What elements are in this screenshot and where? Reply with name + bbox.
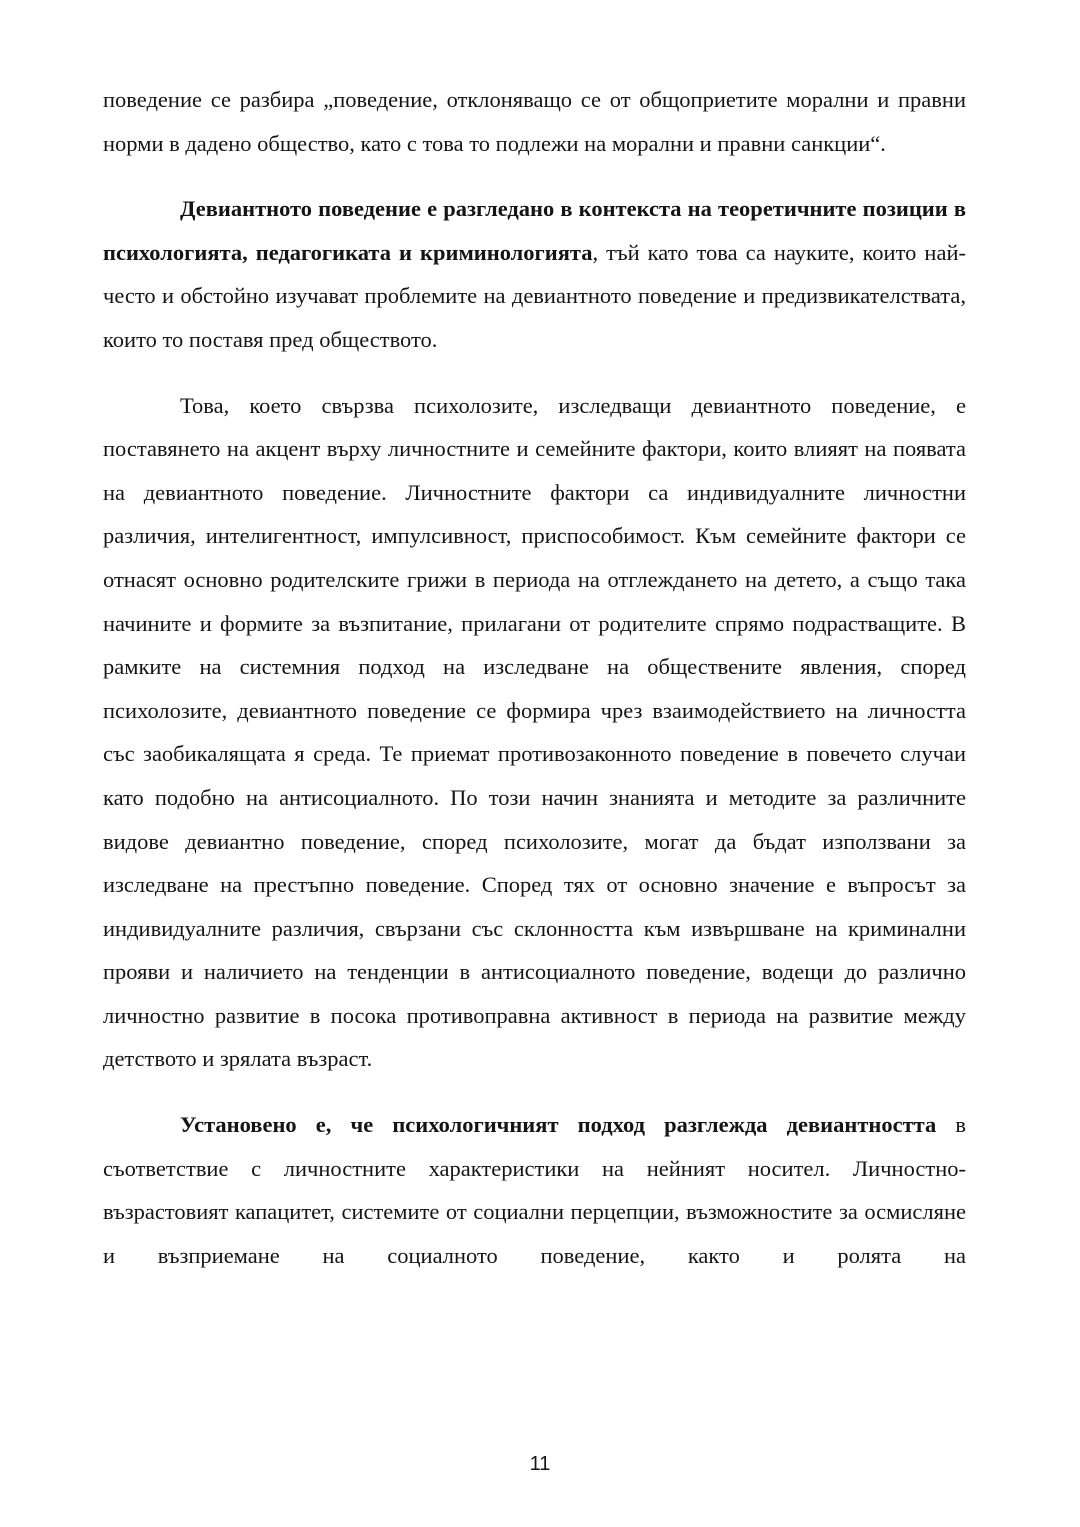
paragraph-text: в съответствие с личностните характеристики на нейният носител. Личностно-възрастовият капацитет, системите от социални перцепции, възможностите за осмисляне и възприемане на социалното поведение, както и ролята на — [103, 1112, 967, 1268]
body-text — [103, 78, 966, 1277]
paragraph-psychological-approach — [103, 1103, 966, 1277]
paragraph-deviant-behavior-context — [103, 187, 966, 361]
bold-lead-sentence: Девиантното поведение е разгледано в контекста на теоретичните позиции в психологията, педагогиката и криминологията — [103, 196, 966, 265]
page-number: 11 — [529, 1453, 551, 1475]
paragraph-psychologists: Това, което свързва психолозите, изследващи девиантното поведение, е поставянето на акцент върху личностните и семейните фактори, които влияят на появата на девиантното поведение. Личностните фактори са индивидуалните личностни различия, интелигентност, импулсивност, приспособимост. Към семейните фактори се отнасят основно родителските грижи в периода на отглеждането на детето, а също така начините и формите за възпитание, прилагани от родителите спрямо подрастващите. В рамките на системния подход на изследване на обществените явления, според психолозите, девиантното поведение се формира чрез взаимодействието на личността със заобикалящата я среда. Те приемат противозаконното поведение в повечето случаи като подобно на антисоциалното. По този начин знанията и методите за различните видове девиантно поведение, според психолозите, могат да бъдат използвани за изследване на престъпно поведение. Според тях от основно значение е въпросът за индивидуалните различия, свързани със склонността към извършване на криминални прояви и наличието на тенденции в антисоциалното поведение, водещи до различно личностно развитие в посока противоправна активност в периода на развитие между детството и зрялата възраст. — [103, 392, 966, 1072]
bold-lead-sentence: Установено е, че психологичният подход разглежда девиантността — [180, 1112, 937, 1138]
paragraph-text: , тъй като това са науките, които най-често и обстойно изучават проблемите на девиантното поведение и предизвикателствата, които то поставя пред обществото. — [103, 239, 966, 352]
paragraph-continuation: поведение се разбира „поведение, отклоняващо се от общоприетите морални и правни норми в дадено общество, като с това то подлежи на морални и правни санкции“. — [103, 87, 966, 156]
